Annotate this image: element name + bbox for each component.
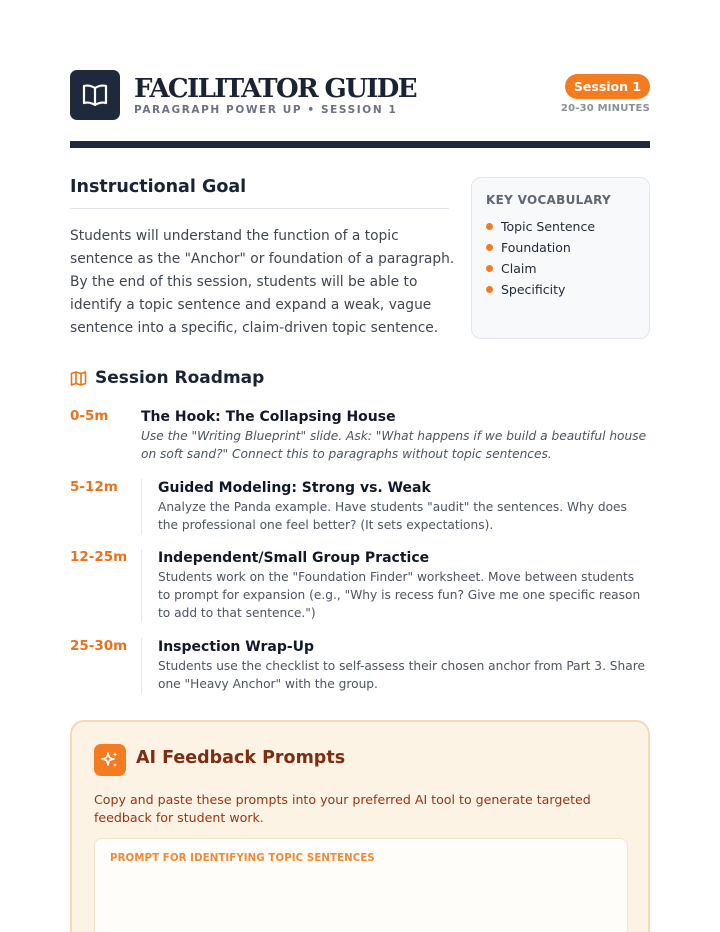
step-title: The Hook: The Collapsing House — [141, 409, 396, 425]
vocabulary-item — [486, 258, 635, 279]
bullet-dot — [486, 286, 493, 293]
ai-feedback-description: Copy and paste these prompts into your preferred AI tool to generate targeted feedback for student work. — [94, 792, 591, 825]
step-title: Inspection Wrap-Up — [158, 639, 315, 655]
step-body — [141, 638, 650, 694]
step-body — [141, 479, 650, 535]
key-vocabulary-card — [471, 177, 650, 339]
ai-feedback-title: AI Feedback Prompts — [136, 748, 346, 768]
step-title: Independent/Small Group Practice — [158, 550, 430, 566]
open-book-icon — [81, 82, 109, 108]
prompt-card[interactable] — [94, 838, 628, 932]
sparkles-icon — [100, 750, 120, 770]
ai-feedback-panel — [70, 720, 650, 932]
bullet-dot — [486, 244, 493, 251]
header — [70, 70, 650, 130]
vocabulary-term: Topic Sentence — [501, 219, 596, 234]
bullet-dot — [486, 223, 493, 230]
header-divider — [70, 141, 650, 148]
ai-icon-box — [94, 744, 126, 776]
goal-divider — [70, 208, 449, 209]
step-time: 25-30m — [70, 638, 128, 654]
step-body — [141, 549, 650, 622]
page-title: FACILITATOR GUIDE — [134, 74, 416, 104]
roadmap-heading — [70, 368, 264, 388]
goal-text: Students will understand the function of a topic sentence as the "Anchor" or foundation of a paragraph. By the end of this session, students will be able to identify a topic sentence and expand a weak, vague sentence into a specific, claim-driven topic sentence. — [70, 228, 455, 336]
roadmap-title: Session Roadmap — [95, 368, 265, 388]
map-icon — [70, 370, 87, 387]
vocabulary-title: KEY VOCABULARY — [486, 193, 612, 207]
vocabulary-term: Specificity — [501, 282, 566, 297]
goal-heading: Instructional Goal — [70, 177, 247, 197]
vocabulary-item — [486, 279, 635, 300]
vocabulary-item — [486, 237, 635, 258]
vocabulary-item — [486, 216, 635, 237]
step-time: 0-5m — [70, 408, 109, 424]
step-title: Guided Modeling: Strong vs. Weak — [158, 480, 431, 496]
prompt-label: PROMPT FOR IDENTIFYING TOPIC SENTENCES — [110, 853, 375, 864]
logo — [70, 70, 120, 120]
duration-label: 20-30 MINUTES — [560, 103, 650, 114]
vocabulary-term: Claim — [501, 261, 537, 276]
step-description: Students work on the "Foundation Finder" worksheet. Move between students to prompt for expansion (e.g., "Why is recess fun? Give me one specific reason to add to that sentence.") — [158, 570, 641, 620]
step-time: 12-25m — [70, 549, 128, 565]
step-description: Students use the checklist to self-assess their chosen anchor from Part 3. Share one "Heavy Anchor" with the group. — [158, 659, 645, 691]
bullet-dot — [486, 265, 493, 272]
page-subtitle: PARAGRAPH POWER UP • SESSION 1 — [134, 104, 398, 116]
vocabulary-term: Foundation — [501, 240, 571, 255]
step-time: 5-12m — [70, 479, 118, 495]
step-description: Analyze the Panda example. Have students "audit" the sentences. Why does the professional one feel better? (It sets expectations). — [158, 500, 627, 532]
session-badge: Session 1 — [565, 74, 650, 99]
step-body — [141, 408, 650, 464]
step-description: Use the "Writing Blueprint" slide. Ask: "What happens if we build a beautiful house on soft sand?" Connect this to paragraphs without topic sentences. — [141, 429, 647, 461]
